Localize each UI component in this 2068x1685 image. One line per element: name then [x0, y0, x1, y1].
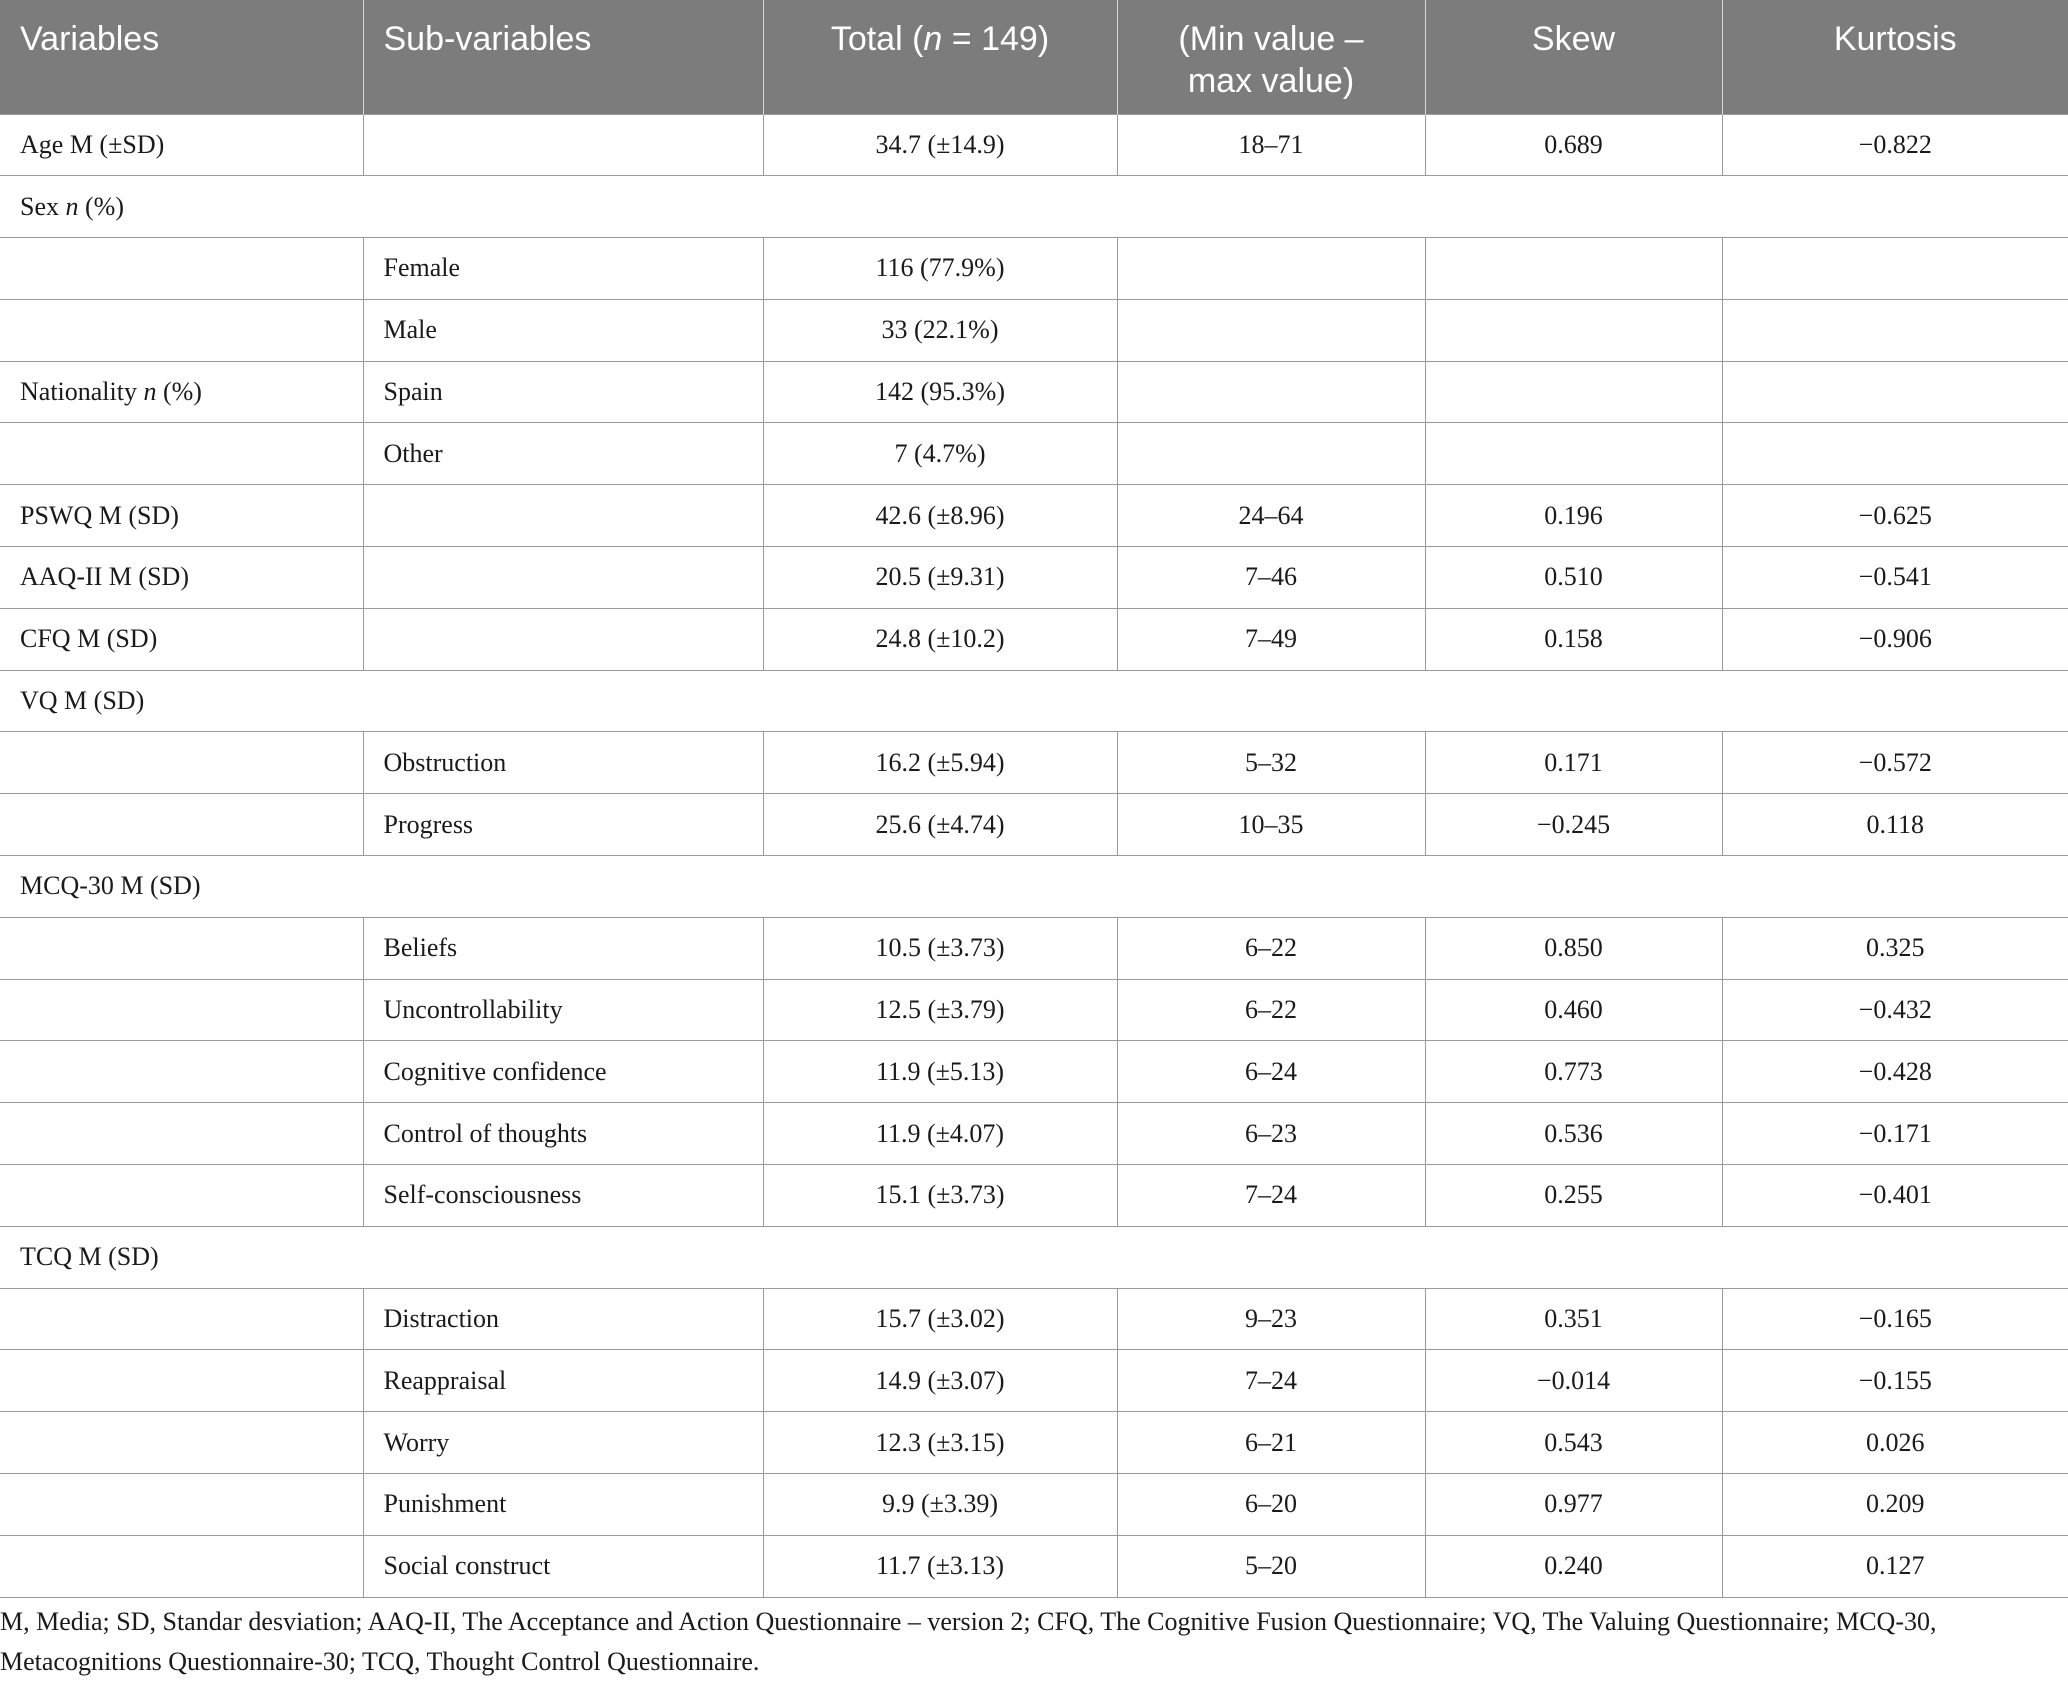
table-section-row — [0, 856, 2068, 918]
range-cell: 5–32 — [1117, 732, 1425, 794]
skew-cell: −0.245 — [1425, 794, 1722, 856]
total-cell: 24.8 (±10.2) — [763, 608, 1117, 670]
variable-cell — [0, 670, 2068, 732]
variable-cell — [0, 732, 363, 794]
variable-cell — [0, 1412, 363, 1474]
variable-name-italic: n — [65, 191, 79, 221]
range-cell: 10–35 — [1117, 794, 1425, 856]
kurtosis-cell — [1722, 299, 2068, 361]
subvariable-cell: Beliefs — [363, 917, 763, 979]
total-cell: 14.9 (±3.07) — [763, 1350, 1117, 1412]
subvariable-cell: Distraction — [363, 1288, 763, 1350]
subvariable-cell: Uncontrollability — [363, 979, 763, 1041]
header-minmax-line2: max value) — [1187, 62, 1355, 100]
variable-cell — [0, 856, 2068, 918]
total-cell: 10.5 (±3.73) — [763, 917, 1117, 979]
header-minmax-line1: (Min value – — [1178, 20, 1364, 58]
header-total-suffix: = 149) — [942, 20, 1050, 58]
variable-name: Age M (±SD) — [20, 129, 165, 159]
subvariable-cell: Other — [363, 423, 763, 485]
range-cell: 6–24 — [1117, 1041, 1425, 1103]
variable-name: VQ M (SD) — [20, 686, 145, 716]
total-cell: 116 (77.9%) — [763, 238, 1117, 300]
variable-cell — [0, 1165, 363, 1227]
kurtosis-cell: −0.165 — [1722, 1288, 2068, 1350]
kurtosis-cell: 0.026 — [1722, 1412, 2068, 1474]
kurtosis-cell: −0.572 — [1722, 732, 2068, 794]
variable-name: MCQ-30 M (SD) — [20, 871, 201, 901]
table-row — [0, 608, 2068, 670]
kurtosis-cell: −0.401 — [1722, 1165, 2068, 1227]
skew-cell: 0.351 — [1425, 1288, 1722, 1350]
header-total — [763, 0, 1117, 114]
range-cell: 7–46 — [1117, 547, 1425, 609]
header-variables — [0, 0, 363, 114]
table-row — [0, 1474, 2068, 1536]
table-row — [0, 1412, 2068, 1474]
header-total-n: n — [923, 20, 943, 58]
table-row — [0, 1041, 2068, 1103]
subvariable-cell: Social construct — [363, 1535, 763, 1597]
skew-cell — [1425, 361, 1722, 423]
total-cell: 15.7 (±3.02) — [763, 1288, 1117, 1350]
skew-cell: 0.536 — [1425, 1103, 1722, 1165]
table-row — [0, 1103, 2068, 1165]
variable-cell — [0, 114, 363, 176]
table-body — [0, 114, 2068, 1597]
kurtosis-cell — [1722, 238, 2068, 300]
range-cell — [1117, 361, 1425, 423]
variable-name: TCQ M (SD) — [20, 1242, 159, 1272]
variable-cell — [0, 1474, 363, 1536]
total-cell: 12.3 (±3.15) — [763, 1412, 1117, 1474]
skew-cell: −0.014 — [1425, 1350, 1722, 1412]
variable-cell — [0, 608, 363, 670]
range-cell: 9–23 — [1117, 1288, 1425, 1350]
subvariable-cell — [363, 485, 763, 547]
table-row — [0, 547, 2068, 609]
total-cell: 20.5 (±9.31) — [763, 547, 1117, 609]
range-cell: 18–71 — [1117, 114, 1425, 176]
range-cell: 7–24 — [1117, 1165, 1425, 1227]
range-cell — [1117, 238, 1425, 300]
variable-cell — [0, 485, 363, 547]
skew-cell — [1425, 299, 1722, 361]
table-section-row — [0, 670, 2068, 732]
variable-cell — [0, 361, 363, 423]
total-cell: 11.9 (±5.13) — [763, 1041, 1117, 1103]
range-cell — [1117, 423, 1425, 485]
kurtosis-cell: −0.171 — [1722, 1103, 2068, 1165]
table-row — [0, 423, 2068, 485]
skew-cell: 0.510 — [1425, 547, 1722, 609]
variable-cell — [0, 979, 363, 1041]
range-cell: 6–21 — [1117, 1412, 1425, 1474]
skew-cell: 0.171 — [1425, 732, 1722, 794]
variable-cell — [0, 794, 363, 856]
variable-name-tail: (%) — [156, 377, 202, 407]
subvariable-cell: Reappraisal — [363, 1350, 763, 1412]
table-row — [0, 485, 2068, 547]
total-cell: 34.7 (±14.9) — [763, 114, 1117, 176]
table-row — [0, 1288, 2068, 1350]
skew-cell — [1425, 423, 1722, 485]
subvariable-cell: Male — [363, 299, 763, 361]
subvariable-cell: Control of thoughts — [363, 1103, 763, 1165]
header-row — [0, 0, 2068, 114]
skew-cell: 0.196 — [1425, 485, 1722, 547]
skew-cell: 0.689 — [1425, 114, 1722, 176]
total-cell: 12.5 (±3.79) — [763, 979, 1117, 1041]
skew-cell: 0.240 — [1425, 1535, 1722, 1597]
skew-cell: 0.850 — [1425, 917, 1722, 979]
header-total-prefix: Total ( — [830, 20, 924, 58]
table-row — [0, 1165, 2068, 1227]
total-cell: 16.2 (±5.94) — [763, 732, 1117, 794]
variable-cell — [0, 1103, 363, 1165]
variable-name: CFQ M (SD) — [20, 624, 158, 654]
variable-name: Nationality — [20, 377, 144, 407]
subvariable-cell: Obstruction — [363, 732, 763, 794]
variable-name: Sex — [20, 191, 66, 221]
variable-cell — [0, 1350, 363, 1412]
skew-cell: 0.460 — [1425, 979, 1722, 1041]
variable-cell — [0, 1288, 363, 1350]
kurtosis-cell: −0.822 — [1722, 114, 2068, 176]
subvariable-cell: Self-consciousness — [363, 1165, 763, 1227]
subvariable-cell: Spain — [363, 361, 763, 423]
table-row — [0, 979, 2068, 1041]
range-cell: 6–23 — [1117, 1103, 1425, 1165]
variable-name-tail: (%) — [78, 191, 124, 221]
table-row — [0, 1350, 2068, 1412]
range-cell: 7–49 — [1117, 608, 1425, 670]
range-cell — [1117, 299, 1425, 361]
header-skew — [1425, 0, 1722, 114]
variable-cell — [0, 423, 363, 485]
table-section-row — [0, 1226, 2068, 1288]
kurtosis-cell: −0.906 — [1722, 608, 2068, 670]
range-cell: 6–22 — [1117, 979, 1425, 1041]
subvariable-cell: Female — [363, 238, 763, 300]
subvariable-cell: Punishment — [363, 1474, 763, 1536]
variable-cell — [0, 917, 363, 979]
skew-cell: 0.977 — [1425, 1474, 1722, 1536]
variable-cell — [0, 1226, 2068, 1288]
kurtosis-cell: 0.209 — [1722, 1474, 2068, 1536]
range-cell: 24–64 — [1117, 485, 1425, 547]
header-variables-label: Variables — [20, 20, 160, 58]
table-row — [0, 114, 2068, 176]
kurtosis-cell: 0.127 — [1722, 1535, 2068, 1597]
table-footnote: M, Media; SD, Standar desviation; AAQ-II, The Acceptance and Action Questionnaire – version 2; CFQ, The Cognitive Fusion Questionnaire; VQ, The Valuing Questionnaire; MCQ-30, Metacognitions Questionnaire-30; TCQ, Thought Control Questionnaire. — [0, 1607, 1937, 1676]
table-row — [0, 361, 2068, 423]
table-row — [0, 917, 2068, 979]
skew-cell: 0.773 — [1425, 1041, 1722, 1103]
total-cell: 15.1 (±3.73) — [763, 1165, 1117, 1227]
table-section-row — [0, 176, 2068, 238]
subvariable-cell: Cognitive confidence — [363, 1041, 763, 1103]
skew-cell: 0.158 — [1425, 608, 1722, 670]
range-cell: 6–20 — [1117, 1474, 1425, 1536]
total-cell: 9.9 (±3.39) — [763, 1474, 1117, 1536]
variable-cell — [0, 176, 2068, 238]
total-cell: 25.6 (±4.74) — [763, 794, 1117, 856]
variable-cell — [0, 547, 363, 609]
kurtosis-cell: −0.625 — [1722, 485, 2068, 547]
table-row — [0, 732, 2068, 794]
range-cell: 5–20 — [1117, 1535, 1425, 1597]
variable-cell — [0, 238, 363, 300]
header-subvariables-label: Sub-variables — [383, 20, 592, 58]
header-minmax-label — [1138, 0, 1405, 102]
header-kurtosis-label: Kurtosis — [1833, 20, 1957, 58]
header-total-label — [784, 0, 1097, 60]
subvariable-cell — [363, 114, 763, 176]
variable-name: PSWQ M (SD) — [20, 500, 179, 530]
table-header — [0, 0, 2068, 114]
variable-name: AAQ-II M (SD) — [20, 562, 189, 592]
total-cell: 11.7 (±3.13) — [763, 1535, 1117, 1597]
subvariable-cell: Worry — [363, 1412, 763, 1474]
variable-name-italic: n — [143, 377, 157, 407]
variable-cell — [0, 299, 363, 361]
table-row — [0, 238, 2068, 300]
kurtosis-cell: 0.118 — [1722, 794, 2068, 856]
subvariable-cell — [363, 547, 763, 609]
skew-cell: 0.543 — [1425, 1412, 1722, 1474]
total-cell: 33 (22.1%) — [763, 299, 1117, 361]
subvariable-cell: Progress — [363, 794, 763, 856]
table-row — [0, 794, 2068, 856]
total-cell: 7 (4.7%) — [763, 423, 1117, 485]
kurtosis-cell: 0.325 — [1722, 917, 2068, 979]
kurtosis-cell — [1722, 423, 2068, 485]
header-minmax — [1117, 0, 1425, 114]
header-kurtosis — [1722, 0, 2068, 114]
range-cell: 6–22 — [1117, 917, 1425, 979]
variable-cell — [0, 1041, 363, 1103]
total-cell: 142 (95.3%) — [763, 361, 1117, 423]
kurtosis-cell: −0.155 — [1722, 1350, 2068, 1412]
header-skew-label: Skew — [1531, 20, 1616, 58]
table-row — [0, 299, 2068, 361]
kurtosis-cell: −0.541 — [1722, 547, 2068, 609]
kurtosis-cell: −0.428 — [1722, 1041, 2068, 1103]
table-row — [0, 1535, 2068, 1597]
kurtosis-cell — [1722, 361, 2068, 423]
range-cell: 7–24 — [1117, 1350, 1425, 1412]
kurtosis-cell: −0.432 — [1722, 979, 2068, 1041]
skew-cell: 0.255 — [1425, 1165, 1722, 1227]
skew-cell — [1425, 238, 1722, 300]
header-subvariables — [363, 0, 763, 114]
total-cell: 42.6 (±8.96) — [763, 485, 1117, 547]
subvariable-cell — [363, 608, 763, 670]
variable-cell — [0, 1535, 363, 1597]
total-cell: 11.9 (±4.07) — [763, 1103, 1117, 1165]
